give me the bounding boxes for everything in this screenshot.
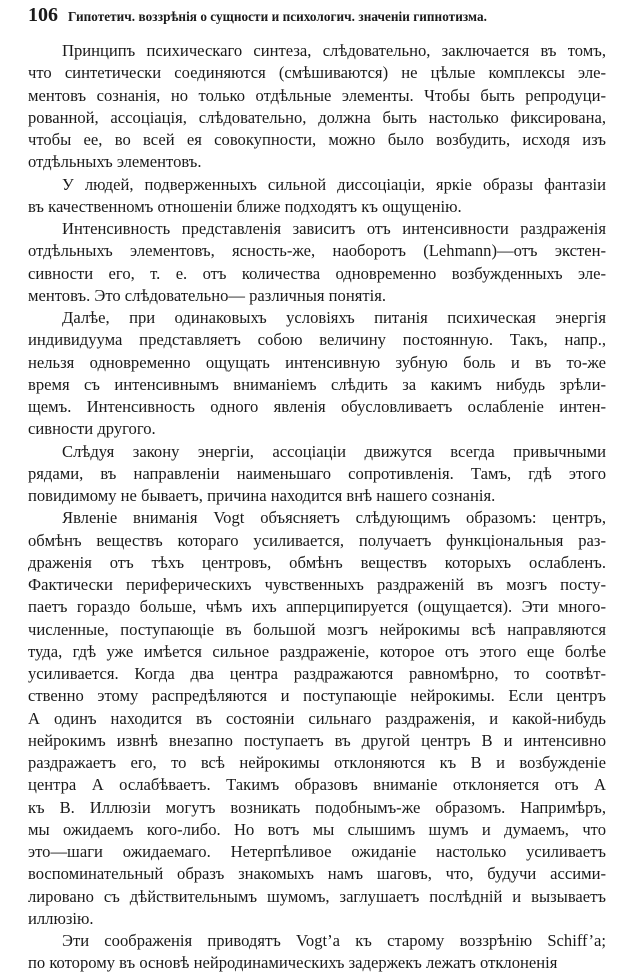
paragraph xyxy=(28,40,606,174)
text-line: обмѣнъ веществъ котораго усиливается, получаетъ функціональныя раз- xyxy=(28,530,606,550)
page-number: 106 xyxy=(28,4,58,26)
text-line: ственно этому распредѣляются и поступающіе нейрокимы. Если центръ xyxy=(28,686,606,706)
text-line: нельзя одновременно ощущать интенсивную зубную боль и въ то-же xyxy=(28,352,606,372)
text-line: Эти соображенія приводятъ Vogt’а къ старому воззрѣнію Schiff’а; xyxy=(62,931,606,950)
text-line: къ В. Иллюзіи могутъ возникать подобнымъ-же образомъ. Напримѣръ, xyxy=(28,797,606,817)
paragraph xyxy=(28,307,606,441)
paragraph xyxy=(28,218,606,307)
text-line: рованной, ассоціація, слѣдовательно, должна быть настолько фиксирована, xyxy=(28,107,606,127)
text-line: У людей, подверженныхъ сильной диссоціаціи, яркіе образы фантазіи xyxy=(62,174,606,194)
text-line: Явленіе вниманія Vogt объясняетъ слѣдующимъ образомъ: центръ, xyxy=(62,508,606,528)
text-line: отдѣльныхъ элементовъ. xyxy=(28,152,202,172)
text-line: по которому въ основѣ нейродинамическихъ задержекъ лежатъ отклоненія xyxy=(28,953,558,973)
text-line: сивности его, т. е. отъ количества одновременно возбужденныхъ эле- xyxy=(28,263,606,283)
paragraph xyxy=(28,930,606,975)
text-line: центра А ослабѣваетъ. Такимъ образовъ вниманіе отклоняется отъ А xyxy=(28,775,606,795)
body-text xyxy=(28,40,606,975)
text-line: усиливается. Когда два центра раздражаются равномѣрно, то соотвѣт- xyxy=(28,664,606,683)
paragraph xyxy=(28,507,606,930)
text-line: Интенсивность представленія зависитъ отъ интенсивности раздраженія xyxy=(62,219,606,238)
text-line: отдѣльныхъ элементовъ, ясность-же, наоборотъ (Lehmann)—отъ экстен- xyxy=(28,241,606,261)
text-line: ментовъ. Это слѣдовательно— различныя понятія. xyxy=(28,285,387,305)
text-line: драженія отъ тѣхъ центровъ, обмѣнъ веществъ которыхъ ослабленъ. xyxy=(28,552,606,572)
text-line: сивности другого. xyxy=(28,419,156,439)
text-line: Фактически периферическихъ чувственныхъ раздраженій въ мозгъ посту- xyxy=(28,575,606,594)
text-line: паетъ гораздо больше, чѣмъ ихъ апперципируется (ощущается). Эти много- xyxy=(28,597,606,617)
running-title: Гипотетич. воззрѣнія о сущности и психологич. значеніи гипнотизма. xyxy=(68,9,487,24)
text-line: туда, гдѣ уже имѣется сильное раздраженіе, которое отъ этого еще болѣе xyxy=(28,641,606,661)
text-line: Принципъ психическаго синтеза, слѣдовательно, заключается въ томъ, xyxy=(62,41,606,60)
text-line: Далѣе, при одинаковыхъ условіяхъ питанія психическая энергія xyxy=(62,308,606,327)
paragraph xyxy=(28,174,606,219)
text-line: А одинъ находится въ состояніи сильнаго раздраженія, и какой-нибудь xyxy=(28,708,606,728)
text-line: рядами, въ направленіи наименьшаго сопротивленія. Тамъ, гдѣ этого xyxy=(28,463,606,483)
paragraph xyxy=(28,441,606,508)
text-line: щемъ. Интенсивность одного явленія обусловливаетъ ослабленіе интен- xyxy=(28,397,606,416)
running-head xyxy=(28,4,606,30)
text-line: раздражаетъ его, то всѣ нейрокимы отклоняются къ В и возбужденіе xyxy=(28,753,606,772)
text-line: нейрокимъ извнѣ внезапно поступаетъ въ другой центръ В и интенсивно xyxy=(28,730,606,750)
text-line: воспоминательный образъ знакомыхъ намъ шаговъ, что, будучи ассими- xyxy=(28,864,606,884)
text-line: иллюзію. xyxy=(28,908,94,928)
text-line: чтобы ее, во всей ея совокупности, можно было возбудить, исходя изъ xyxy=(28,130,606,149)
text-line: время съ интенсивнымъ вниманіемъ слѣдить за какимъ нибудь зрѣли- xyxy=(28,374,606,394)
text-line: что синтетически соединяются (смѣшиваются) не цѣлые комплексы эле- xyxy=(28,63,606,83)
text-line: индивидуума представляетъ собою величину постоянную. Такъ, напр., xyxy=(28,330,606,350)
text-line: въ качественномъ отношеніи ближе подходятъ къ ощущенію. xyxy=(28,196,462,216)
text-line: это—шаги ожидаемаго. Нетерпѣливое ожиданіе настолько усиливаетъ xyxy=(28,842,606,861)
text-line: лировано съ дѣйствительнымъ шумомъ, заглушаетъ послѣдній и вызываетъ xyxy=(28,886,606,906)
text-line: Слѣдуя закону энергіи, ассоціаціи движутся всегда привычными xyxy=(62,441,606,461)
text-line: численные, поступающіе въ большой мозгъ нейрокимы всѣ направляются xyxy=(28,619,606,639)
text-line: мы ожидаемъ кого-либо. Но вотъ мы слышимъ шумъ и думаемъ, что xyxy=(28,819,606,839)
text-line: повидимому не бываетъ, причина находится внѣ нашего сознанія. xyxy=(28,486,496,505)
text-line: ментовъ сознанія, но только отдѣльные элементы. Чтобы быть репродуци- xyxy=(28,85,606,105)
